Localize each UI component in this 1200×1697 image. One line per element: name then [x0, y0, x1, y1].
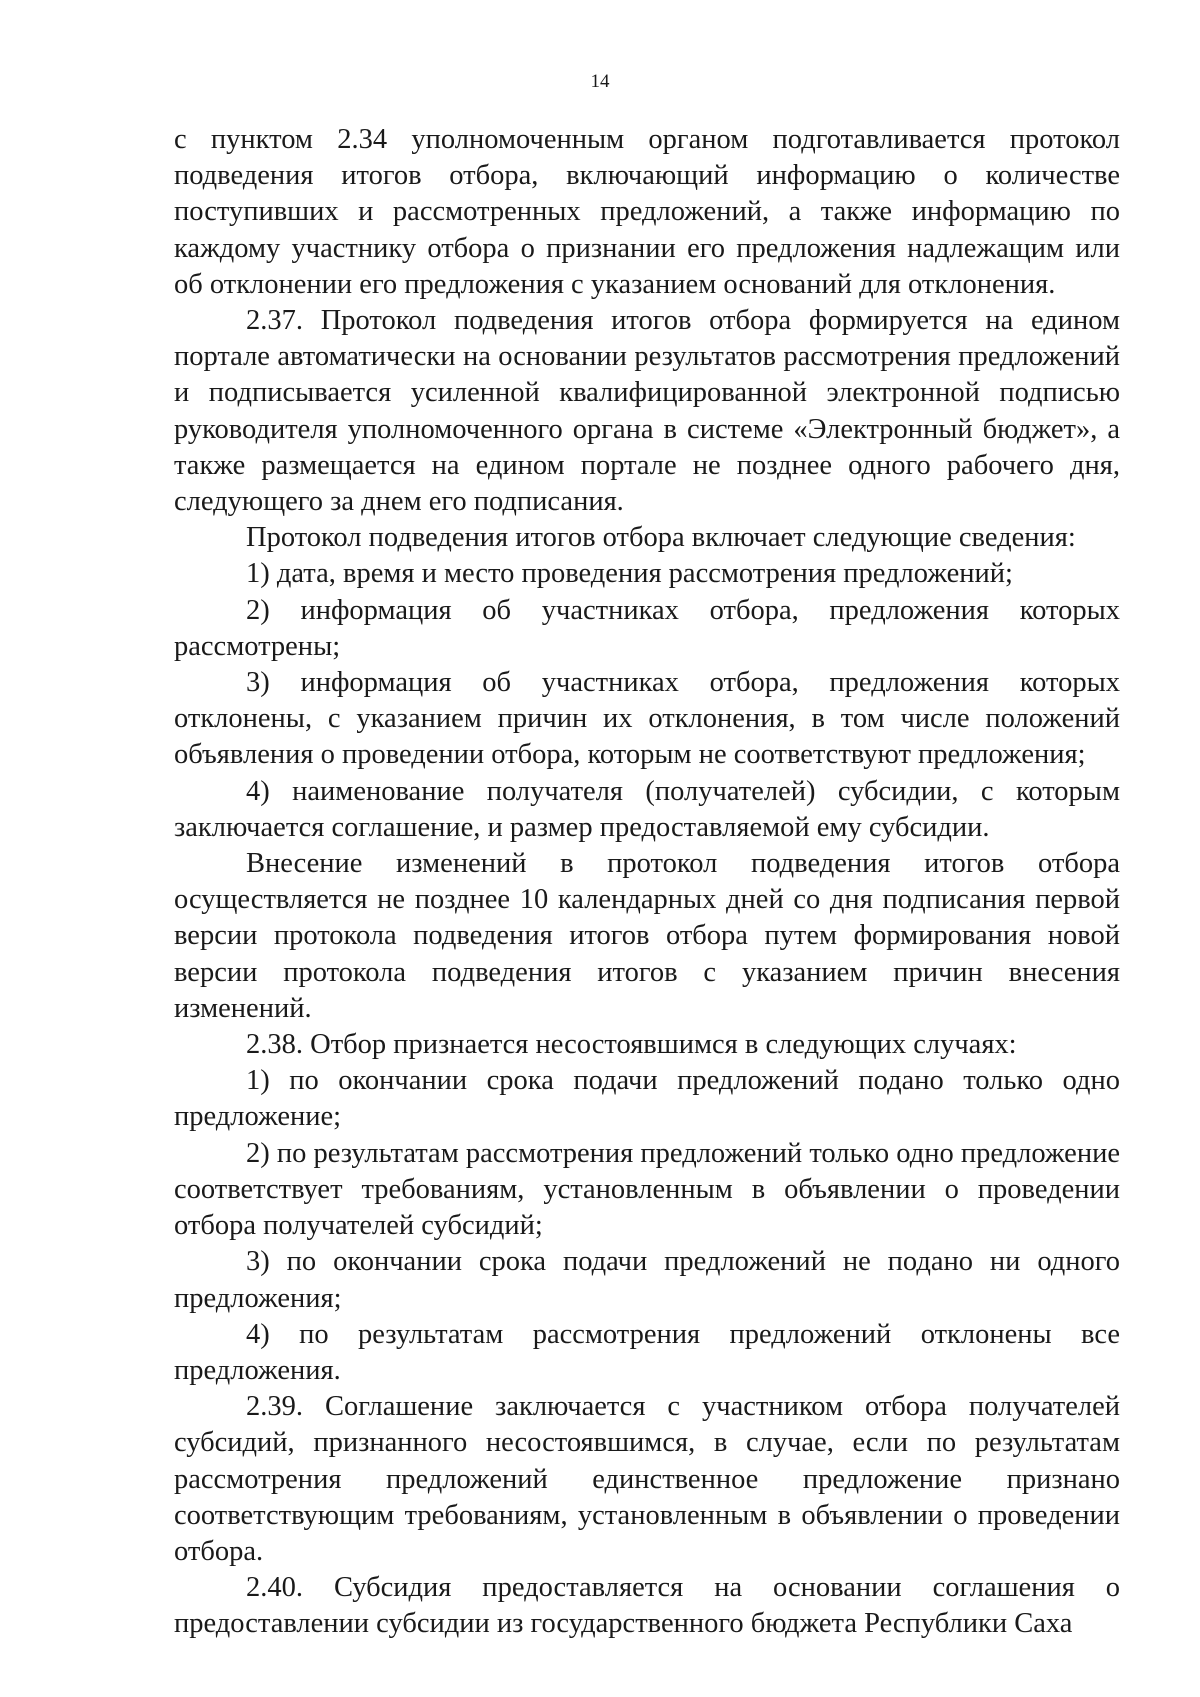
case-item-4: 4) по результатам рассмотрения предложений отклонены все предложения.	[174, 1318, 1120, 1386]
paragraph-continuation: с пунктом 2.34 уполномоченным органом подготавливается протокол подведения итогов отбора, включающий информацию о количестве поступивших и рассмотренных предложений, а также информацию по каждому участнику отбора о признании его предложения надлежащим или об отклонении его предложения с указанием оснований для отклонения.	[174, 124, 1120, 300]
list-item-3: 3) информация об участниках отбора, предложения которых отклонены, с указанием причин их отклонения, в том числе положений объявления о проведении отбора, которым не соответствуют предложения;	[174, 667, 1120, 771]
document-body	[174, 122, 1120, 1643]
case-item-3: 3) по окончании срока подачи предложений не подано ни одного предложения;	[174, 1246, 1120, 1314]
paragraph-protocol-contents: Протокол подведения итогов отбора включает следующие сведения:	[246, 522, 1076, 554]
paragraph-2-39: 2.39. Соглашение заключается с участником отбора получателей субсидий, признанного несостоявшимся, в случае, если по результатам рассмотрения предложений единственное предложение признано соответствующим требованиям, установленным в объявлении о проведении отбора.	[174, 1391, 1120, 1567]
list-item-4: 4) наименование получателя (получателей) субсидии, с которым заключается соглашение, и размер предоставляемой ему субсидии.	[174, 775, 1120, 843]
list-item-1: 1) дата, время и место проведения рассмотрения предложений;	[246, 558, 1013, 590]
paragraph-protocol-changes: Внесение изменений в протокол подведения итогов отбора осуществляется не позднее 10 календарных дней со дня подписания первой версии протокола подведения итогов отбора путем формирования новой версии протокола подведения итогов с указанием причин внесения изменений.	[174, 848, 1120, 1024]
paragraph-2-38: 2.38. Отбор признается несостоявшимся в следующих случаях:	[246, 1029, 1017, 1061]
paragraph-2-37: 2.37. Протокол подведения итогов отбора формируется на едином портале автоматически на основании результатов рассмотрения предложений и подписывается усиленной квалифицированной электронной подписью руководителя уполномоченного органа в системе «Электронный бюджет», а также размещается на едином портале не позднее одного рабочего дня, следующего за днем его подписания.	[174, 305, 1120, 518]
list-item-2: 2) информация об участниках отбора, предложения которых рассмотрены;	[174, 594, 1120, 662]
page-number: 14	[590, 71, 610, 92]
paragraph-2-40: 2.40. Субсидия предоставляется на основании соглашения о предоставлении субсидии из государственного бюджета Республики Саха	[174, 1572, 1120, 1640]
case-item-1: 1) по окончании срока подачи предложений подано только одно предложение;	[174, 1065, 1120, 1133]
case-item-2: 2) по результатам рассмотрения предложений только одно предложение соответствует требованиям, установленным в объявлении о проведении отбора получателей субсидий;	[174, 1137, 1120, 1242]
